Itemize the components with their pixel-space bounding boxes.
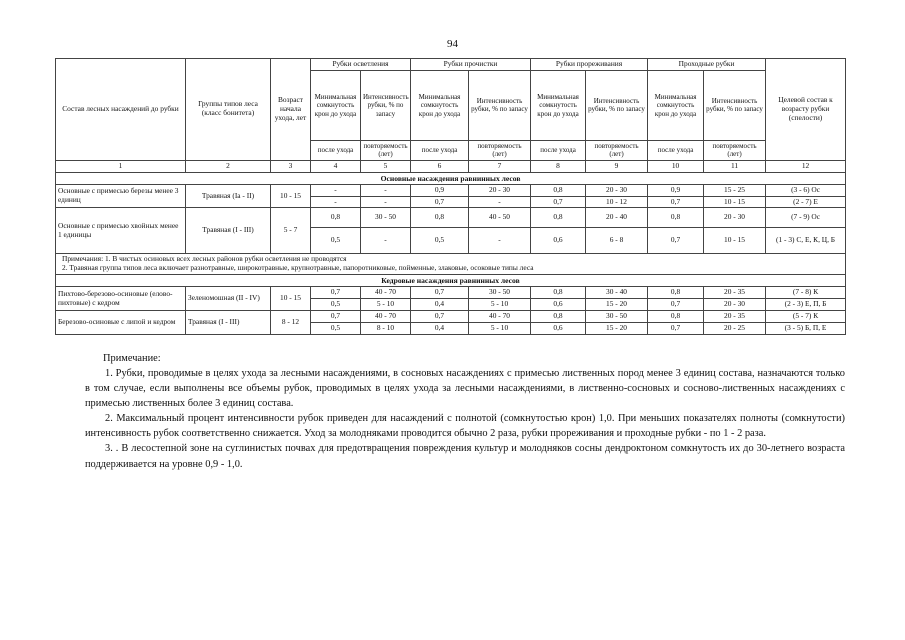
forest-type-cell: Травяная (I - III) (186, 208, 271, 254)
value-cell: 20 - 30 (586, 184, 648, 196)
value-cell: 0,8 (311, 208, 361, 228)
header-intensity: Интенсивность рубки, % по запасу (469, 70, 531, 140)
table-note-2: 2. Травяная группа типов леса включает разнотравные, широкотравные, крупнотравные, папоротниковые, пойменные, злаковые, осоковые типы леса (62, 263, 534, 273)
value-cell: 0,8 (531, 208, 586, 228)
value-cell: 0,8 (648, 208, 704, 228)
value-cell: 20 - 35 (704, 311, 766, 323)
value-cell: 0,6 (531, 228, 586, 254)
value-cell: 40 - 70 (361, 287, 411, 299)
composition-cell: Основные с примесью хвойных менее 1 единицы (56, 208, 186, 254)
section-heading-cedar: Кедровые насаждения равнинных лесов (56, 275, 846, 287)
header-group-prochistka: Рубки прочистки (411, 59, 531, 71)
value-cell: 0,7 (648, 322, 704, 334)
value-cell: 30 - 50 (586, 311, 648, 323)
value-cell: 30 - 50 (469, 287, 531, 299)
value-cell: 0,5 (411, 228, 469, 254)
value-cell: 5 - 10 (469, 299, 531, 311)
section-row (56, 275, 846, 287)
value-cell: 0,9 (648, 184, 704, 196)
target-cell: (7 - 8) К (766, 287, 846, 299)
header-row-1 (56, 59, 846, 71)
header-after-care: после ухода (411, 140, 469, 160)
value-cell: 0,9 (411, 184, 469, 196)
value-cell: - (311, 184, 361, 196)
composition-cell: Березово-осиновые с липой и кедром (56, 311, 186, 335)
table-row (56, 287, 846, 299)
forest-type-cell: Травяная (Iа - II) (186, 184, 271, 208)
column-number: 3 (271, 160, 311, 172)
value-cell: - (469, 196, 531, 208)
header-after-care: после ухода (311, 140, 361, 160)
value-cell: 0,6 (531, 322, 586, 334)
value-cell: 20 - 25 (704, 322, 766, 334)
value-cell: 40 - 70 (469, 311, 531, 323)
value-cell: 0,7 (531, 196, 586, 208)
value-cell: 30 - 50 (361, 208, 411, 228)
value-cell: 6 - 8 (586, 228, 648, 254)
value-cell: 0,8 (531, 287, 586, 299)
value-cell: 8 - 10 (361, 322, 411, 334)
value-cell: 10 - 12 (586, 196, 648, 208)
value-cell: 20 - 30 (704, 299, 766, 311)
header-repeat: повторяемость (лет) (586, 140, 648, 160)
value-cell: 0,7 (648, 299, 704, 311)
column-number: 2 (186, 160, 271, 172)
value-cell: - (469, 228, 531, 254)
target-cell: (2 - 3) Е, П, Б (766, 299, 846, 311)
table-row (56, 184, 846, 196)
value-cell: 5 - 10 (469, 322, 531, 334)
column-number: 12 (766, 160, 846, 172)
page-number: 94 (447, 38, 458, 50)
header-after-care: после ухода (648, 140, 704, 160)
value-cell: 10 - 15 (704, 228, 766, 254)
note-paragraph-2: 2. Максимальный процент интенсивности рубок приведен для насаждений с полнотой (сомкнутостью крон) 1,0. При меньших показателях полноты (сомкнутости) интенсивность рубок соответственно снижается. Уход за молодняками проводится обычно 2 раза, рубки прореживания и проходные рубки - по 1 - 2 раза. (85, 413, 845, 440)
table-notes-row (56, 254, 846, 275)
header-repeat: повторяемость (лет) (361, 140, 411, 160)
header-group-osvetlenie: Рубки осветления (311, 59, 411, 71)
value-cell: 0,8 (411, 208, 469, 228)
target-cell: (5 - 7) К (766, 311, 846, 323)
cutting-norms-table (55, 58, 846, 335)
column-number: 5 (361, 160, 411, 172)
header-repeat: повторяемость (лет) (704, 140, 766, 160)
value-cell: 0,7 (311, 287, 361, 299)
value-cell: 0,7 (648, 196, 704, 208)
value-cell: 0,4 (411, 299, 469, 311)
column-number: 7 (469, 160, 531, 172)
value-cell: 0,8 (531, 311, 586, 323)
target-cell: (3 - 5) Б, П, Е (766, 322, 846, 334)
age-cell: 8 - 12 (271, 311, 311, 335)
age-cell: 10 - 15 (271, 287, 311, 311)
value-cell: 0,5 (311, 322, 361, 334)
value-cell: 0,7 (411, 287, 469, 299)
header-target-composition: Целевой состав к возрасту рубки (спелости) (766, 59, 846, 161)
header-intensity: Интенсивность рубки, % по запасу (361, 70, 411, 140)
value-cell: - (361, 196, 411, 208)
header-group-prorezhivanie: Рубки прореживания (531, 59, 648, 71)
header-composition: Состав лесных насаждений до рубки (56, 59, 186, 161)
value-cell: - (311, 196, 361, 208)
value-cell: 10 - 15 (704, 196, 766, 208)
age-cell: 10 - 15 (271, 184, 311, 208)
target-cell: (1 - 3) С, Е, К, Ц, Б (766, 228, 846, 254)
column-number: 8 (531, 160, 586, 172)
column-number: 1 (56, 160, 186, 172)
value-cell: 40 - 70 (361, 311, 411, 323)
column-number: 10 (648, 160, 704, 172)
value-cell: 0,5 (311, 299, 361, 311)
composition-cell: Основные с примесью березы менее 3 единиц (56, 184, 186, 208)
note-paragraph-1: 1. Рубки, проводимые в целях ухода за лесными насаждениями, в сосновых насаждениях с примесью лиственных пород менее 3 единиц состава, назначаются только в том случае, если выполнены все объемы рубок, проводимых в целях ухода за лесными насаждениями, в лиственно-сосновых и сосново-лиственных насаждениях с примесью лиственных более 3 единиц состава. (85, 368, 845, 410)
header-forest-types: Группы типов леса (класс бонитета) (186, 59, 271, 161)
composition-cell: Пихтово-березово-осиновые (елово-пихтовые) с кедром (56, 287, 186, 311)
header-group-prokhodnye: Проходные рубки (648, 59, 766, 71)
section-row (56, 172, 846, 184)
column-number-row (56, 160, 846, 172)
table-row (56, 208, 846, 228)
value-cell: 0,8 (648, 311, 704, 323)
header-intensity: Интенсивность рубки, % по запасу (704, 70, 766, 140)
column-number: 4 (311, 160, 361, 172)
value-cell: 20 - 35 (704, 287, 766, 299)
header-after-care: после ухода (531, 140, 586, 160)
value-cell: 15 - 20 (586, 299, 648, 311)
column-number: 6 (411, 160, 469, 172)
value-cell: 0,5 (311, 228, 361, 254)
value-cell: - (361, 228, 411, 254)
header-age: Возраст начала ухода, лет (271, 59, 311, 161)
header-min-density: Минимальная сомкнутость крон до ухода (531, 70, 586, 140)
notes-title: Примечание: (103, 353, 161, 364)
target-cell: (3 - 6) Ос (766, 184, 846, 196)
value-cell: 5 - 10 (361, 299, 411, 311)
table-note-1: Примечания: 1. В чистых осиновых всех лесных районов рубки осветления не проводятся (62, 254, 347, 264)
column-number: 9 (586, 160, 648, 172)
header-min-density: Минимальная сомкнутость крон до ухода (311, 70, 361, 140)
target-cell: (7 - 9) Ос (766, 208, 846, 228)
forest-type-cell: Зеленомошная (II - IV) (186, 287, 271, 311)
target-cell: (2 - 7) Е (766, 196, 846, 208)
notes-section (85, 351, 845, 472)
section-heading-main: Основные насаждения равнинных лесов (56, 172, 846, 184)
value-cell: 0,4 (411, 322, 469, 334)
value-cell: 0,8 (648, 287, 704, 299)
value-cell: 0,8 (531, 184, 586, 196)
header-intensity: Интенсивность рубки, % по запасу (586, 70, 648, 140)
forest-type-cell: Травяная (I - III) (186, 311, 271, 335)
value-cell: 0,6 (531, 299, 586, 311)
value-cell: 20 - 30 (469, 184, 531, 196)
header-min-density: Минимальная сомкнутость крон до ухода (411, 70, 469, 140)
value-cell: 0,7 (311, 311, 361, 323)
column-number: 11 (704, 160, 766, 172)
table-row (56, 311, 846, 323)
value-cell: 20 - 30 (704, 208, 766, 228)
value-cell: 40 - 50 (469, 208, 531, 228)
age-cell: 5 - 7 (271, 208, 311, 254)
value-cell: 0,7 (411, 311, 469, 323)
table-notes (56, 254, 846, 275)
value-cell: 0,7 (648, 228, 704, 254)
value-cell: - (361, 184, 411, 196)
value-cell: 0,7 (411, 196, 469, 208)
header-repeat: повторяемость (лет) (469, 140, 531, 160)
value-cell: 15 - 25 (704, 184, 766, 196)
value-cell: 20 - 40 (586, 208, 648, 228)
note-paragraph-3: 3. . В лесостепной зоне на суглинистых почвах для предотвращения повреждения культур и молодняков сосны дендроктоном сомкнутость их до 30-летнего возраста поддерживается на уровне 0,9 - 1,0. (85, 443, 845, 470)
value-cell: 15 - 20 (586, 322, 648, 334)
header-min-density: Минимальная сомкнутость крон до ухода (648, 70, 704, 140)
value-cell: 30 - 40 (586, 287, 648, 299)
